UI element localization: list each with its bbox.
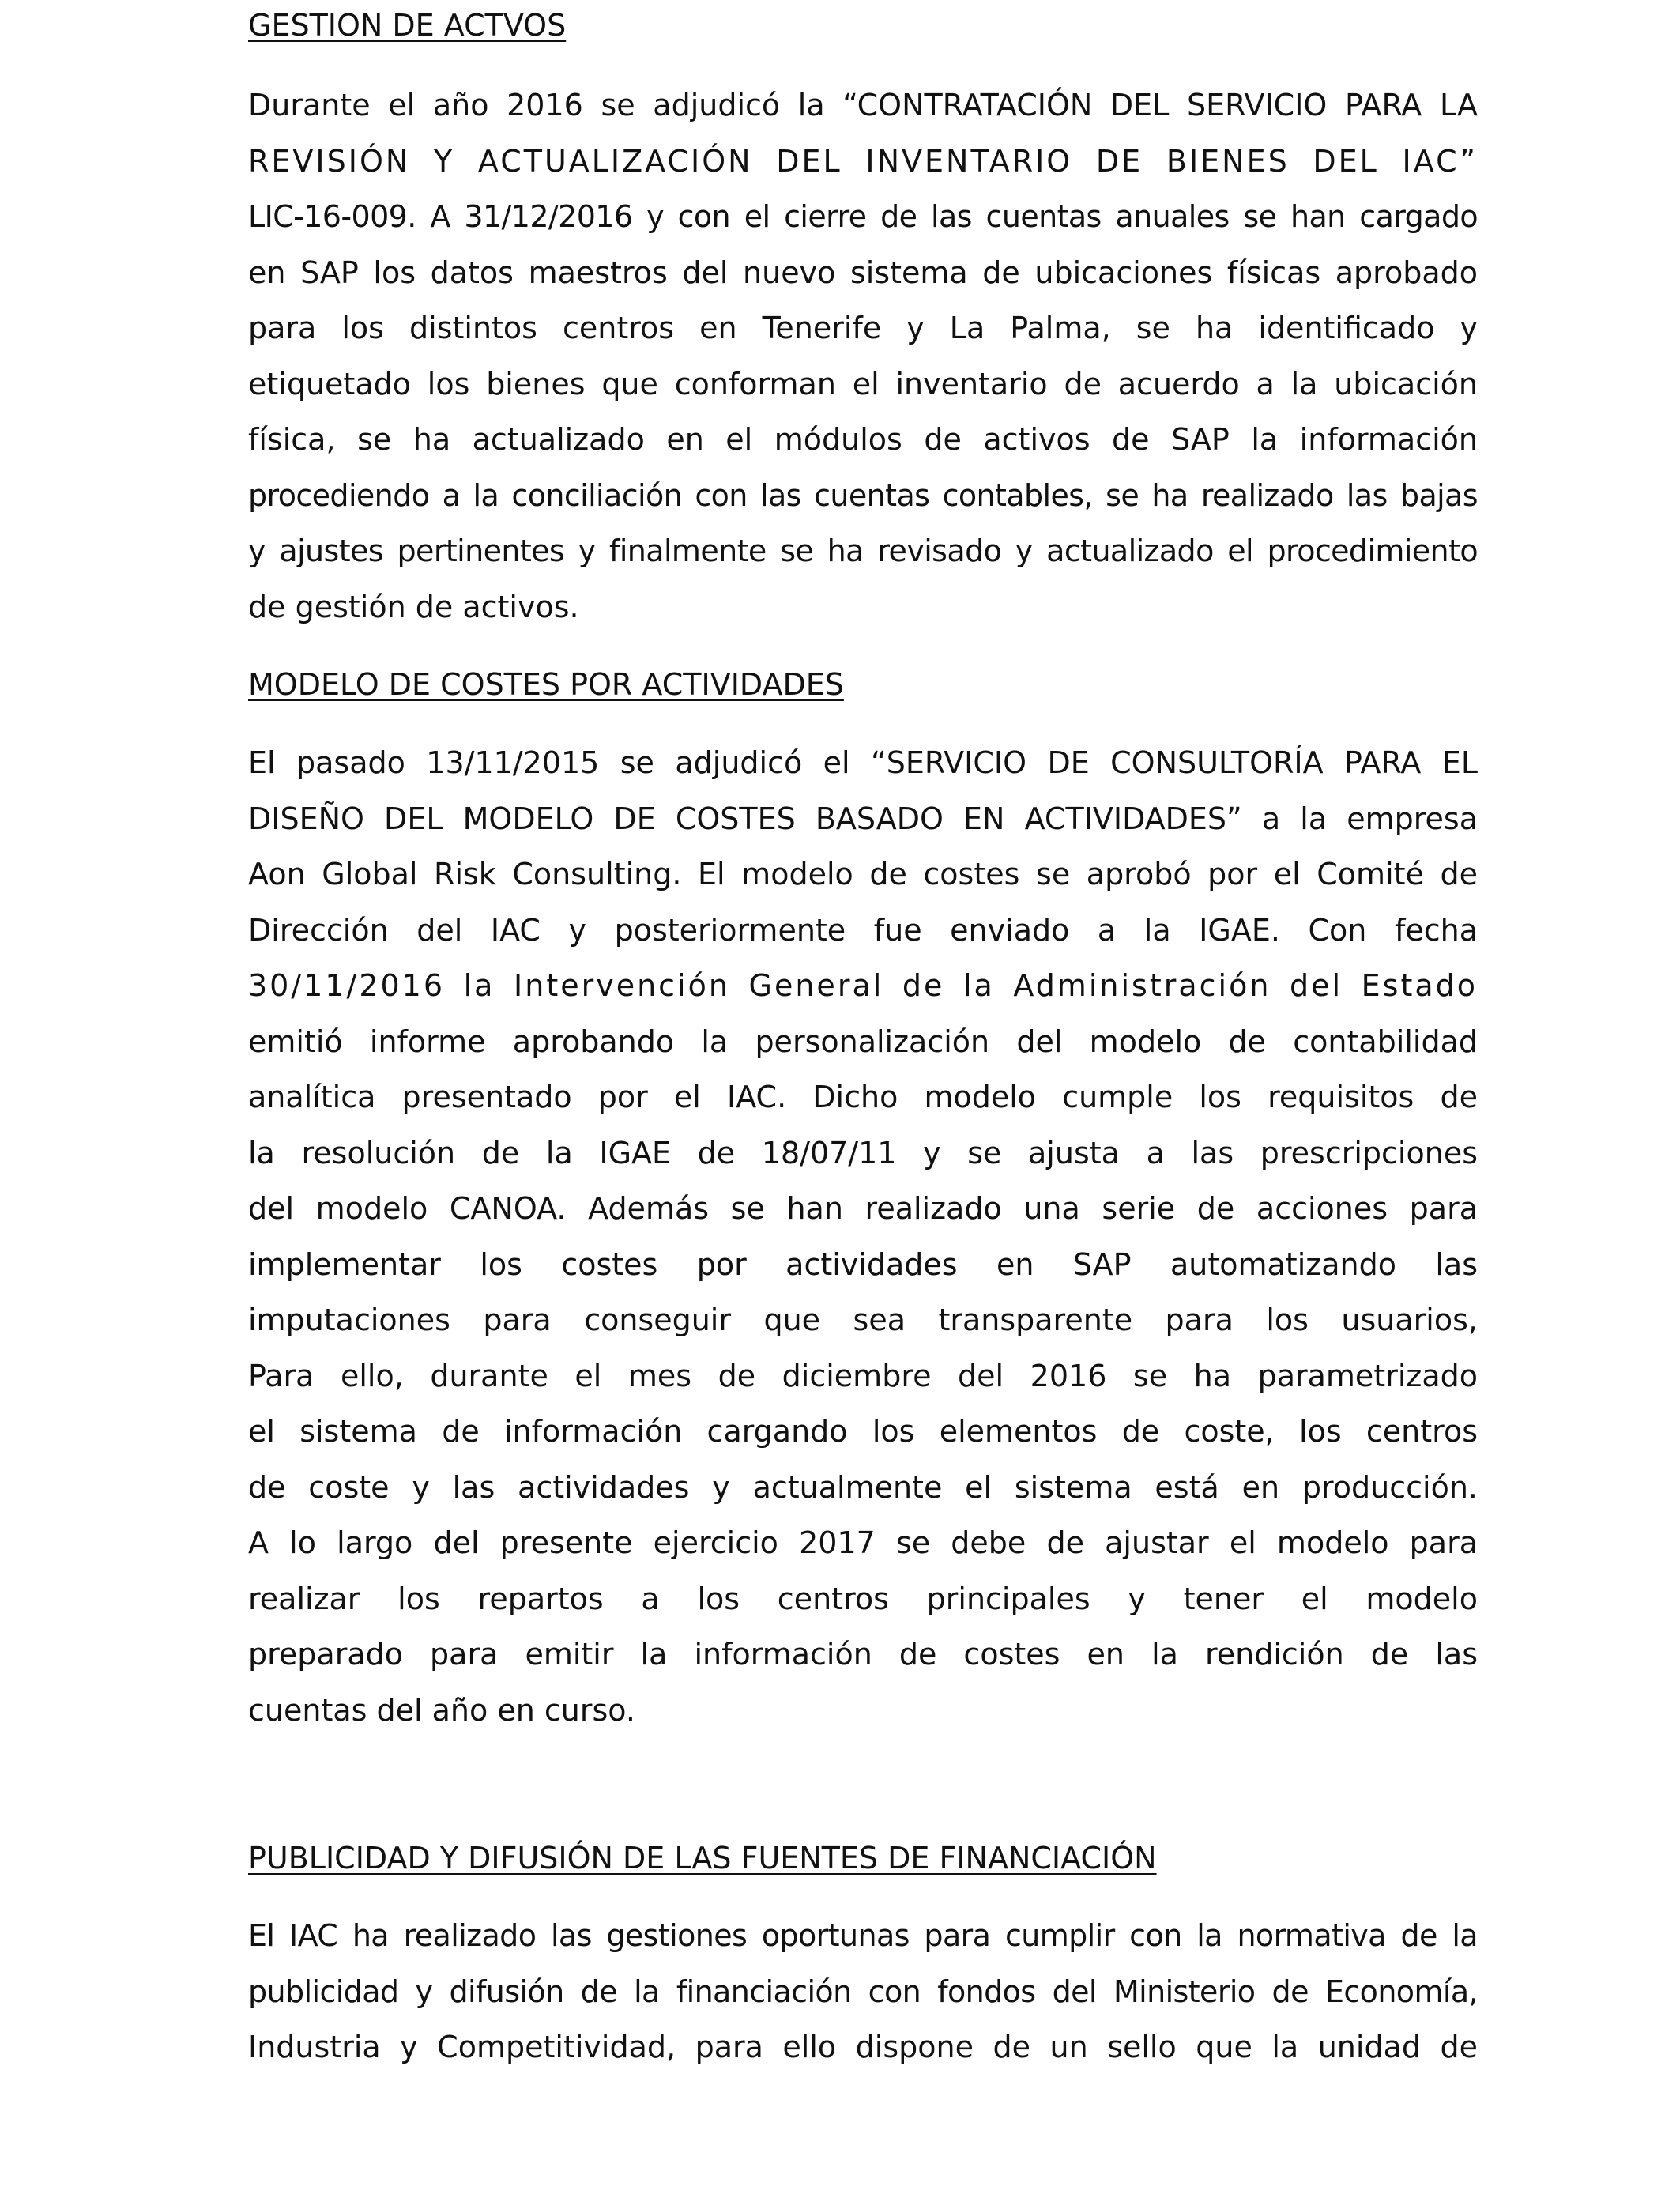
- text-line: analítica presentado por el IAC. Dicho modelo cumple los requisitos de: [248, 1080, 1478, 1114]
- text-line: del modelo CANOA. Además se han realizado una serie de acciones para: [248, 1191, 1478, 1226]
- text-line: Industria y Competitividad, para ello dispone de un sello que la unidad de: [248, 2030, 1478, 2064]
- text-line: Durante el año 2016 se adjudicó la “CONTRATACIÓN DEL SERVICIO PARA LA: [248, 88, 1478, 123]
- text-line: Dirección del IAC y posteriormente fue enviado a la IGAE. Con fecha: [248, 912, 1478, 948]
- text-line: implementar los costes por actividades en SAP automatizando las: [248, 1246, 1478, 1282]
- text-line: Para ello, durante el mes de diciembre del 2016 se ha parametrizado: [248, 1358, 1478, 1393]
- section-heading-publicidad-difusion: PUBLICIDAD Y DIFUSIÓN DE LAS FUENTES DE FINANCIACIÓN: [248, 1841, 1157, 1875]
- paragraph-modelo-costes: [248, 735, 1478, 1738]
- text-line: LIC-16-009. A 31/12/2016 y con el cierre de las cuentas anuales se han cargado: [248, 199, 1478, 234]
- text-line: preparado para emitir la información de costes en la rendición de las: [248, 1637, 1478, 1672]
- text-line: de coste y las actividades y actualmente el sistema está en producción.: [248, 1469, 1478, 1505]
- text-line: procediendo a la conciliación con las cuentas contables, se ha realizado las bajas: [248, 477, 1478, 513]
- text-line: emitió informe aprobando la personalización del modelo de contabilidad: [248, 1023, 1478, 1059]
- text-line: en SAP los datos maestros del nuevo sistema de ubicaciones físicas aprobado: [248, 254, 1478, 290]
- text-line: A lo largo del presente ejercicio 2017 se debe de ajustar el modelo para: [248, 1525, 1478, 1560]
- text-line: etiquetado los bienes que conforman el inventario de acuerdo a la ubicación: [248, 366, 1478, 401]
- text-line: y ajustes pertinentes y finalmente se ha revisado y actualizado el procedimiento: [248, 533, 1478, 568]
- paragraph-gestion-activos: [248, 77, 1478, 635]
- text-line: imputaciones para conseguir que sea transparente para los usuarios,: [248, 1302, 1478, 1337]
- text-line: para los distintos centros en Tenerife y La Palma, se ha identificado y: [248, 311, 1478, 345]
- text-line: DISEÑO DEL MODELO DE COSTES BASADO EN ACTIVIDADES” a la empresa: [248, 801, 1478, 836]
- text-line: Aon Global Risk Consulting. El modelo de costes se aprobó por el Comité de: [248, 857, 1478, 892]
- text-line: El pasado 13/11/2015 se adjudicó el “SERVICIO DE CONSULTORÍA PARA EL: [248, 745, 1478, 780]
- paragraph-publicidad-difusion: [248, 1908, 1478, 2075]
- text-line: la resolución de la IGAE de 18/07/11 y se ajusta a las prescripciones: [248, 1135, 1478, 1171]
- text-line: el sistema de información cargando los elementos de coste, los centros: [248, 1414, 1478, 1449]
- section-heading-modelo-costes: MODELO DE COSTES POR ACTIVIDADES: [248, 667, 844, 702]
- text-line: REVISIÓN Y ACTUALIZACIÓN DEL INVENTARIO DE BIENES DEL IAC”: [248, 143, 1478, 179]
- section-heading-gestion-activos: GESTION DE ACTVOS: [248, 8, 567, 43]
- text-line: cuentas del año en curso.: [248, 1692, 635, 1728]
- text-line: física, se ha actualizado en el módulos de activos de SAP la información: [248, 422, 1478, 457]
- text-line: 30/11/2016 la Intervención General de la Administración del Estado: [248, 968, 1478, 1003]
- text-line: realizar los repartos a los centros principales y tener el modelo: [248, 1581, 1478, 1616]
- text-line: El IAC ha realizado las gestiones oportunas para cumplir con la normativa de la: [248, 1918, 1478, 1953]
- text-line: de gestión de activos.: [248, 589, 579, 624]
- text-line: publicidad y difusión de la financiación con fondos del Ministerio de Economía,: [248, 1973, 1478, 2009]
